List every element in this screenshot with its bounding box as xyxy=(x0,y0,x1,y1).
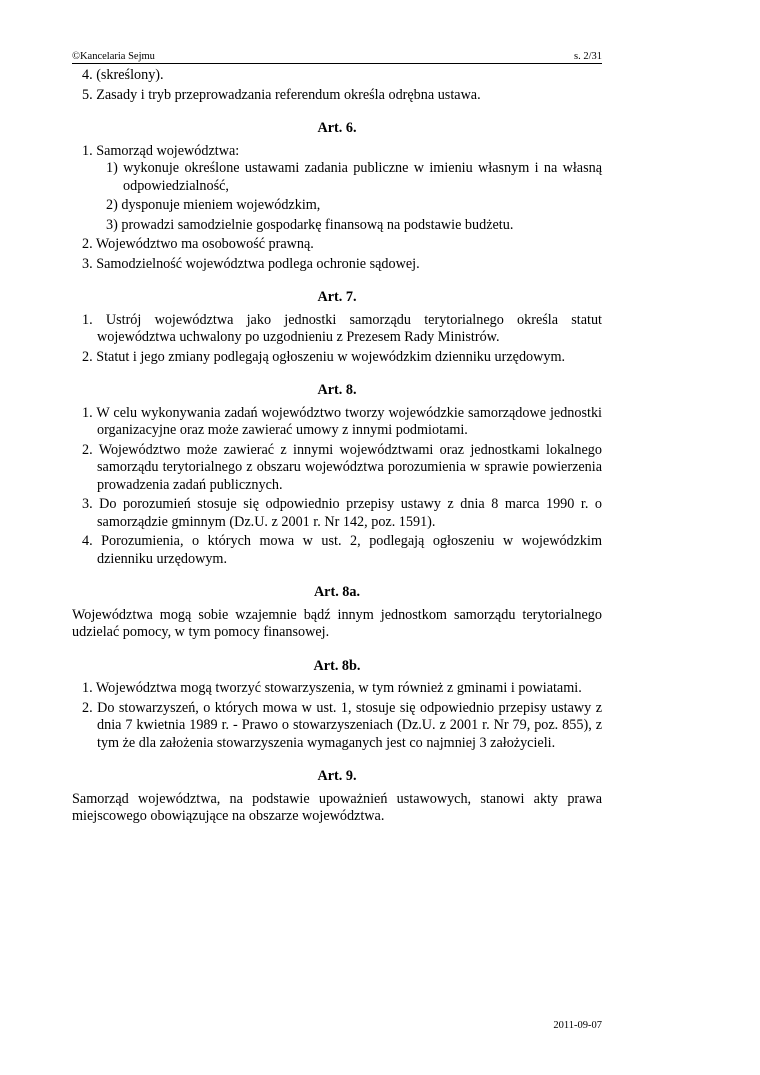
paragraph-item: 1. Ustrój województwa jako jednostki samorządu terytorialnego określa statut województwa uchwalony po uzgodnieniu z Prezesem Rady Ministrów. xyxy=(82,311,602,345)
sub-item: 2) dysponuje mieniem wojewódzkim, xyxy=(106,197,321,213)
page-footer-date: 2011-09-07 xyxy=(553,1020,602,1031)
article-heading: Art. 8a. xyxy=(313,584,361,600)
sub-item: 1) wykonuje określone ustawami zadania publiczne w imieniu własnym i na własną odpowiedzialność, xyxy=(106,160,602,194)
article-heading: Art. 8. xyxy=(317,382,357,398)
article-text: Samorząd województwa, na podstawie upoważnień ustawowych, stanowi akty prawa miejscowego obowiązujące na obszarze województwa. xyxy=(72,790,602,824)
article-heading: Art. 6. xyxy=(317,120,357,136)
paragraph-item: 1. Samorząd województwa: xyxy=(82,142,240,159)
publisher-label: ©Kancelaria Sejmu xyxy=(72,51,155,62)
paragraph-item: 1. Województwa mogą tworzyć stowarzyszenia, w tym również z gminami i powiatami. xyxy=(82,680,582,696)
paragraph-item: 5. Zasady i tryb przeprowadzania referendum określa odrębna ustawa. xyxy=(82,86,481,103)
paragraph-item: 3. Do porozumień stosuje się odpowiednio przepisy ustawy z dnia 8 marca 1990 r. o samorządzie gminnym (Dz.U. z 2001 r. Nr 142, poz. 1591). xyxy=(82,496,602,530)
article-heading: Art. 8b. xyxy=(313,657,361,674)
paragraph-item: 3. Samodzielność województwa podlega ochronie sądowej. xyxy=(82,255,420,272)
paragraph-item: 2. Do stowarzyszeń, o których mowa w ust. 1, stosuje się odpowiednio przepisy ustawy z dnia 7 kwietnia 1989 r. - Prawo o stowarzyszeniach (Dz.U. z 2001 r. Nr 79, poz. 855), z tym że dla założenia stowarzyszenia wymaganych jest co najmniej 3 założycieli. xyxy=(82,699,602,751)
sub-item: 3) prowadzi samodzielnie gospodarkę finansową na podstawie budżetu. xyxy=(106,216,514,233)
article-heading: Art. 7. xyxy=(317,289,357,305)
page-number: s. 2/31 xyxy=(573,51,602,62)
paragraph-item: 2. Województwo może zawierać z innymi województwami oraz jednostkami lokalnego samorządu terytorialnego z obszaru województwa porozumienia w sprawie powierzenia prowadzenia zadań publicznych. xyxy=(82,441,602,493)
paragraph-item: 4. Porozumienia, o których mowa w ust. 2, podlegają ogłoszeniu w wojewódzkim dzienniku urzędowym. xyxy=(82,533,602,567)
paragraph-item: 2. Województwo ma osobowość prawną. xyxy=(82,236,314,252)
document-body xyxy=(72,67,602,826)
paragraph-item: 2. Statut i jego zmiany podlegają ogłoszeniu w wojewódzkim dzienniku urzędowym. xyxy=(82,348,566,365)
article-heading: Art. 9. xyxy=(317,768,357,784)
page-header xyxy=(72,50,602,64)
article-text: Województwa mogą sobie wzajemnie bądź innym jednostkom samorządu terytorialnego udzielać pomocy, w tym pomocy finansowej. xyxy=(72,606,602,640)
paragraph-item: 4. (skreślony). xyxy=(82,67,164,83)
paragraph-item: 1. W celu wykonywania zadań województwo tworzy wojewódzkie samorządowe jednostki organizacyjne oraz może zawierać umowy z innymi podmiotami. xyxy=(82,404,602,438)
